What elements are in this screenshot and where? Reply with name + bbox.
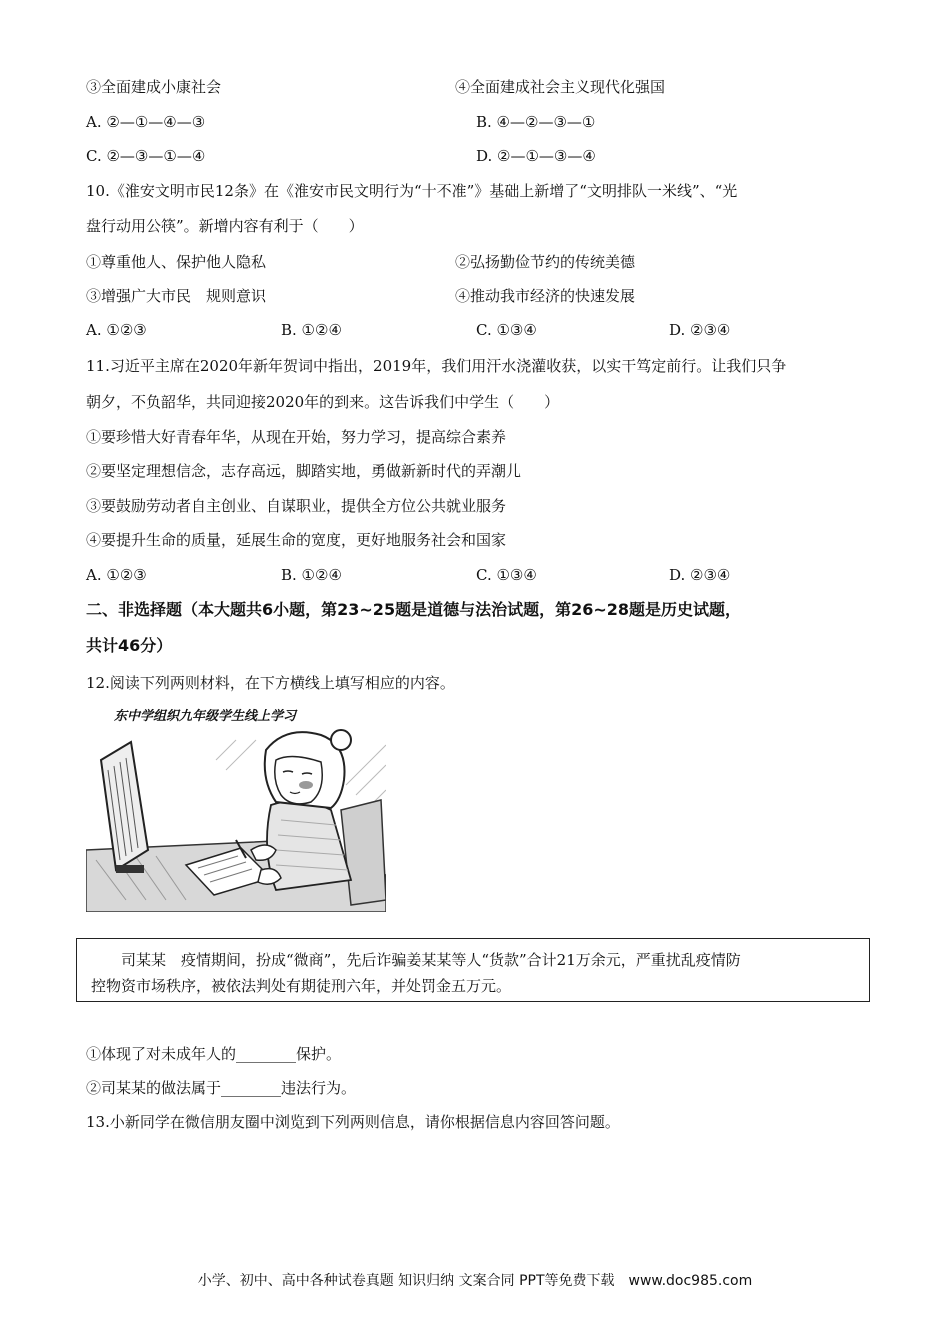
- illustration-caption: 东中学组织九年级学生线上学习: [114, 709, 297, 724]
- q9-option-d: D. ②—①—③—④: [476, 147, 596, 165]
- q10-option-b: B. ①②④: [281, 321, 342, 339]
- q9-item-4: ④全面建成社会主义现代化强国: [455, 78, 666, 96]
- q10-option-c: C. ①③④: [476, 321, 537, 339]
- q11-option-d: D. ②③④: [669, 566, 731, 584]
- q9-option-a: A. ②—①—④—③: [86, 113, 206, 131]
- q11-item-3: ③要鼓励劳动者自主创业、自谋职业，提供全方位公共就业服务: [86, 497, 507, 515]
- q11-stem-line-2: 朝夕，不负韶华，共同迎接2020年的到来。这告诉我们中学生（ ）: [86, 393, 560, 411]
- q9-item-3: ③全面建成小康社会: [86, 78, 222, 96]
- q11-option-a: A. ①②③: [86, 566, 147, 584]
- q10-stem-line-2: 盘行动用公筷”。新增内容有利于（ ）: [86, 217, 364, 235]
- q9-option-b: B. ④—②—③—①: [476, 113, 596, 131]
- q11-option-b: B. ①②④: [281, 566, 342, 584]
- q12-material-line-1: 司某某 疫情期间，扮成“微商”，先后诈骗姜某某等人“货款”合计21万余元，严重扰乱疫情防: [121, 951, 741, 969]
- q11-stem-line-1: 11.习近平主席在2020年新年贺词中指出，2019年，我们用汗水浇灌收获，以实干笃定前行。让我们只争: [86, 357, 787, 375]
- q11-item-1: ①要珍惜大好青春年华，从现在开始，努力学习，提高综合素养: [86, 428, 507, 446]
- q10-item-3: ③增强广大市民 规则意识: [86, 287, 267, 305]
- page-footer: 小学、初中、高中各种试卷真题 知识归纳 文案合同 PPT等免费下载 www.doc985.com: [197, 1273, 753, 1289]
- q10-item-1: ①尊重他人、保护他人隐私: [86, 253, 267, 271]
- q13-stem: 13.小新同学在微信朋友圈中浏览到下列两则信息，请你根据信息内容回答问题。: [86, 1113, 620, 1131]
- online-study-illustration: [86, 700, 386, 912]
- section-2-heading-line-2: 共计46分）: [86, 636, 173, 655]
- q9-option-c: C. ②—③—①—④: [86, 147, 206, 165]
- q12-material-box: [76, 938, 870, 1002]
- q10-option-a: A. ①②③: [86, 321, 147, 339]
- q11-item-4: ④要提升生命的质量，延展生命的宽度，更好地服务社会和国家: [86, 531, 507, 549]
- q12-blank-1: ①体现了对未成年人的________保护。: [86, 1045, 342, 1063]
- q12-material-line-2: 控物资市场秩序，被依法判处有期徒刑六年，并处罚金五万元。: [91, 977, 512, 995]
- girl-at-computer-drawing: [86, 700, 386, 912]
- q11-option-c: C. ①③④: [476, 566, 537, 584]
- q10-option-d: D. ②③④: [669, 321, 731, 339]
- q11-item-2: ②要坚定理想信念，志存高远，脚踏实地，勇做新新时代的弄潮儿: [86, 462, 522, 480]
- q10-item-4: ④推动我市经济的快速发展: [455, 287, 636, 305]
- q12-stem: 12.阅读下列两则材料，在下方横线上填写相应的内容。: [86, 674, 455, 692]
- q10-item-2: ②弘扬勤俭节约的传统美德: [455, 253, 636, 271]
- q12-blank-2: ②司某某的做法属于________违法行为。: [86, 1079, 357, 1097]
- q10-stem-line-1: 10.《淮安文明市民12条》在《淮安市民文明行为“十不准”》基础上新增了“文明排队一米线”、“光: [86, 182, 738, 200]
- section-2-heading-line-1: 二、非选择题（本大题共6小题，第23~25题是道德与法治试题，第26~28题是历史试题，: [86, 600, 742, 619]
